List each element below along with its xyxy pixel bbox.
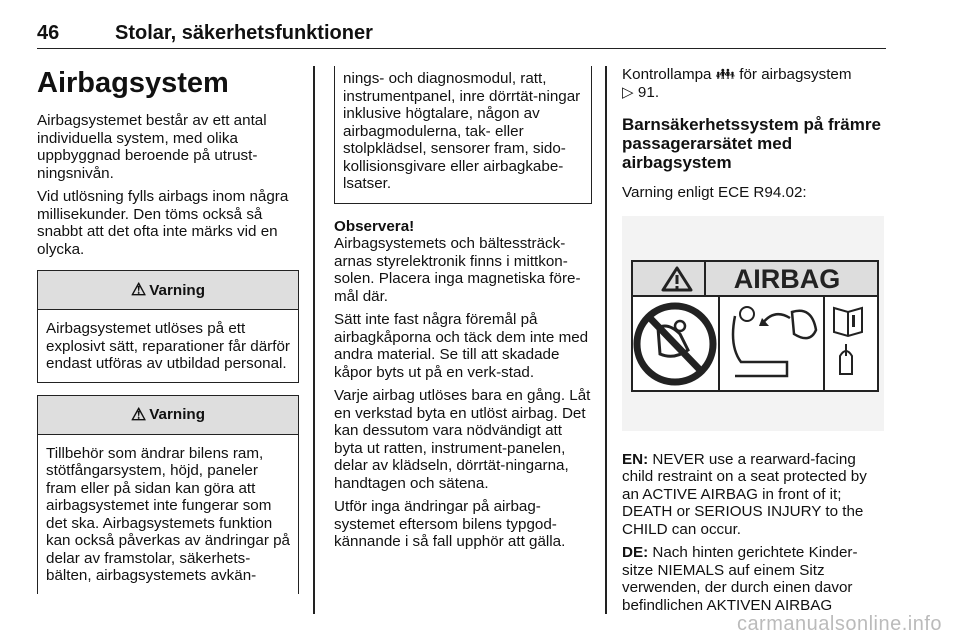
page-reference-arrow-icon: ▷ <box>622 83 634 101</box>
control-lamp-text: Kontrollampa 👪︎ för airbagsystem ▷ 91. <box>622 66 852 101</box>
airbag-label-word: AIRBAG <box>733 263 841 294</box>
airbag-indicator-icon: 👪︎ <box>715 66 736 83</box>
subsection-heading: Barnsäkerhetssystem på främre passagerarsätet med airbagsystem <box>622 115 881 172</box>
watermark: carmanualsonline.info <box>736 613 942 635</box>
paragraph: Vid utlösning fylls airbags inom några millisekunder. Den töms också så snabbt att det ofta inte märks vid en olycka. <box>37 188 289 258</box>
warning-text: Tillbehör som ändrar bilens ram, stötfångarsystem, höjd, paneler fram eller på sidan kan göra att airbagsystemet inte fungerar som det ska. Airbagsystemets funktion kan också påverkas av ändringar på delar av framstolar, säkerhets-bälten, airbagsystemets avkän- <box>46 444 290 584</box>
paragraph: Varje airbag utlöses bara en gång. Låt en verkstad byta en utlöst airbag. Det kan dessutom vara nödvändigt att byta ut ratten, instrument-panelen, delar av klädseln, dörrtät-ningarna, handtagen och sätena. <box>334 387 591 492</box>
ece-label: Varning enligt ECE R94.02: <box>622 184 807 201</box>
warning-title: Varning <box>149 281 205 299</box>
english-warning: EN: NEVER use a rearward-facing child restraint on a seat protected by an ACTIVE AIRBAG in front of it; DEATH or SERIOUS INJURY to the CHILD can occur. <box>622 450 867 538</box>
column-divider-1 <box>313 66 315 614</box>
page-reference[interactable]: 91. <box>637 83 660 101</box>
airbag-label-graphic <box>622 216 884 431</box>
column-divider-2 <box>605 66 607 614</box>
warning-header <box>38 396 298 435</box>
warning-box <box>37 270 299 383</box>
warning-box <box>37 395 299 594</box>
paragraph: Utför inga ändringar på airbag-systemet eftersom bilens typgod-kännande i så fall upphör att gälla. <box>334 498 566 550</box>
page-title: Stolar, säkerhetsfunktioner <box>115 22 373 44</box>
german-warning: DE: Nach hinten gerichtete Kinder-sitze NIEMALS auf einem Sitz verwenden, der durch einen davor befindlichen AKTIVEN AIRBAG <box>622 544 858 614</box>
middle-column <box>334 66 592 557</box>
warning-triangle-icon: ⚠ <box>131 404 147 424</box>
warning-text: Airbagsystemet utlöses på ett explosivt sätt, reparationer får därför endast utföras av utbildad personal. <box>46 320 290 372</box>
warning-triangle-icon: ⚠ <box>131 280 147 299</box>
paragraph: Sätt inte fast några föremål på airbagkåporna och täck dem inte med andra material. Se till att skadade kåpor byts ut på en verk-stad. <box>334 311 589 381</box>
section-heading: Airbagsystem <box>37 67 229 99</box>
page-number: 46 <box>37 22 60 44</box>
note-title: Observera! <box>334 217 415 235</box>
paragraph: Airbagsystemet består av ett antal individuella system, med olika uppbyggnad beroende på utrust-ningsnivån. <box>37 112 267 182</box>
left-column <box>37 66 299 594</box>
warning-box-continuation: nings- och diagnosmodul, ratt, instrumentpanel, inre dörrtät-ningar inklusive högtalare, någon av airbagmodulerna, tak- eller stolpklädsel, sensorer fram, sido-kollisionsgivare eller airbagkabe-lsatser. <box>334 66 592 204</box>
airbag-warning-label <box>622 216 884 431</box>
right-column <box>622 66 884 620</box>
note-text: Airbagsystemets och bältessträck-arnas styrelektronik finns i mittkon-solen. Placera inga magnetiska före-mål där. <box>334 235 581 305</box>
page-header <box>37 22 886 49</box>
warning-title: Varning <box>149 406 205 423</box>
warning-header <box>38 271 298 310</box>
